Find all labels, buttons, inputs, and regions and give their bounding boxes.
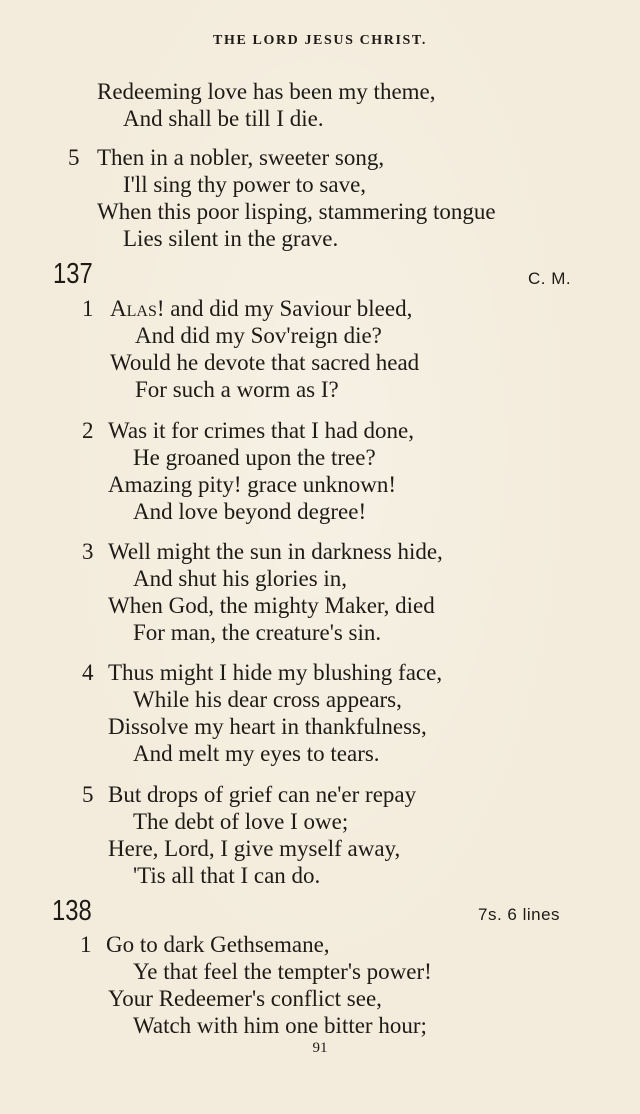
verse-line: Dissolve my heart in thankfulness, (108, 714, 427, 739)
hymn-meter: C. M. (528, 269, 572, 288)
verse-line: Amazing pity! grace unknown! (108, 472, 397, 497)
verse-line: Ye that feel the tempter's power! (133, 959, 432, 984)
verse-line-first (110, 297, 412, 320)
hymn-meter: 7s. 6 lines (478, 905, 561, 924)
verse-line: Your Redeemer's conflict see, (108, 986, 382, 1011)
verse-line: When God, the mighty Maker, died (108, 593, 435, 618)
verse-line: Lies silent in the grave. (123, 226, 339, 251)
stanza-number: 5 (82, 782, 94, 807)
verse-line: Then in a nobler, sweeter song, (97, 145, 385, 170)
running-head: THE LORD JESUS CHRIST. (213, 33, 427, 48)
hymn-number: 138 (52, 895, 92, 927)
verse-line: And shall be till I die. (123, 106, 324, 131)
page-number: 91 (312, 1040, 328, 1056)
verse-line: The debt of love I owe; (133, 809, 349, 834)
stanza-number: 4 (82, 660, 94, 685)
verse-line: Go to dark Gethsemane, (106, 932, 330, 957)
stanza-number: 5 (68, 145, 80, 170)
verse-line: And did my Sov'reign die? (135, 323, 382, 348)
verse-line: While his dear cross appears, (133, 687, 402, 712)
verse-line: And melt my eyes to tears. (133, 741, 380, 766)
verse-line: Watch with him one bitter hour; (133, 1013, 427, 1038)
verse-line: Would he devote that sacred head (110, 350, 420, 375)
first-word: Alas (110, 296, 157, 321)
verse-line: But drops of grief can ne'er repay (108, 782, 417, 807)
verse-line: Was it for crimes that I had done, (108, 418, 414, 443)
verse-line: Thus might I hide my blushing face, (108, 660, 443, 685)
verse-line: And love beyond degree! (133, 499, 367, 524)
verse-line: For such a worm as I? (135, 377, 339, 402)
verse-line: When this poor lisping, stammering tongue (97, 199, 496, 224)
verse-line: Here, Lord, I give myself away, (108, 836, 401, 861)
verse-line: Well might the sun in darkness hide, (108, 539, 443, 564)
stanza-number: 3 (82, 539, 94, 564)
verse-line: 'Tis all that I can do. (133, 863, 321, 888)
stanza-number: 1 (82, 296, 94, 321)
verse-line: I'll sing thy power to save, (123, 172, 367, 197)
stanza-number: 1 (80, 932, 92, 957)
first-line-rest: ! and did my Saviour bleed, (156, 296, 413, 321)
verse-line: And shut his glories in, (133, 566, 348, 591)
verse-line: He groaned upon the tree? (133, 445, 376, 470)
hymn-number: 137 (53, 258, 93, 290)
stanza-number: 2 (82, 418, 94, 443)
verse-line: Redeeming love has been my theme, (97, 79, 436, 104)
verse-line: For man, the creature's sin. (133, 620, 382, 645)
